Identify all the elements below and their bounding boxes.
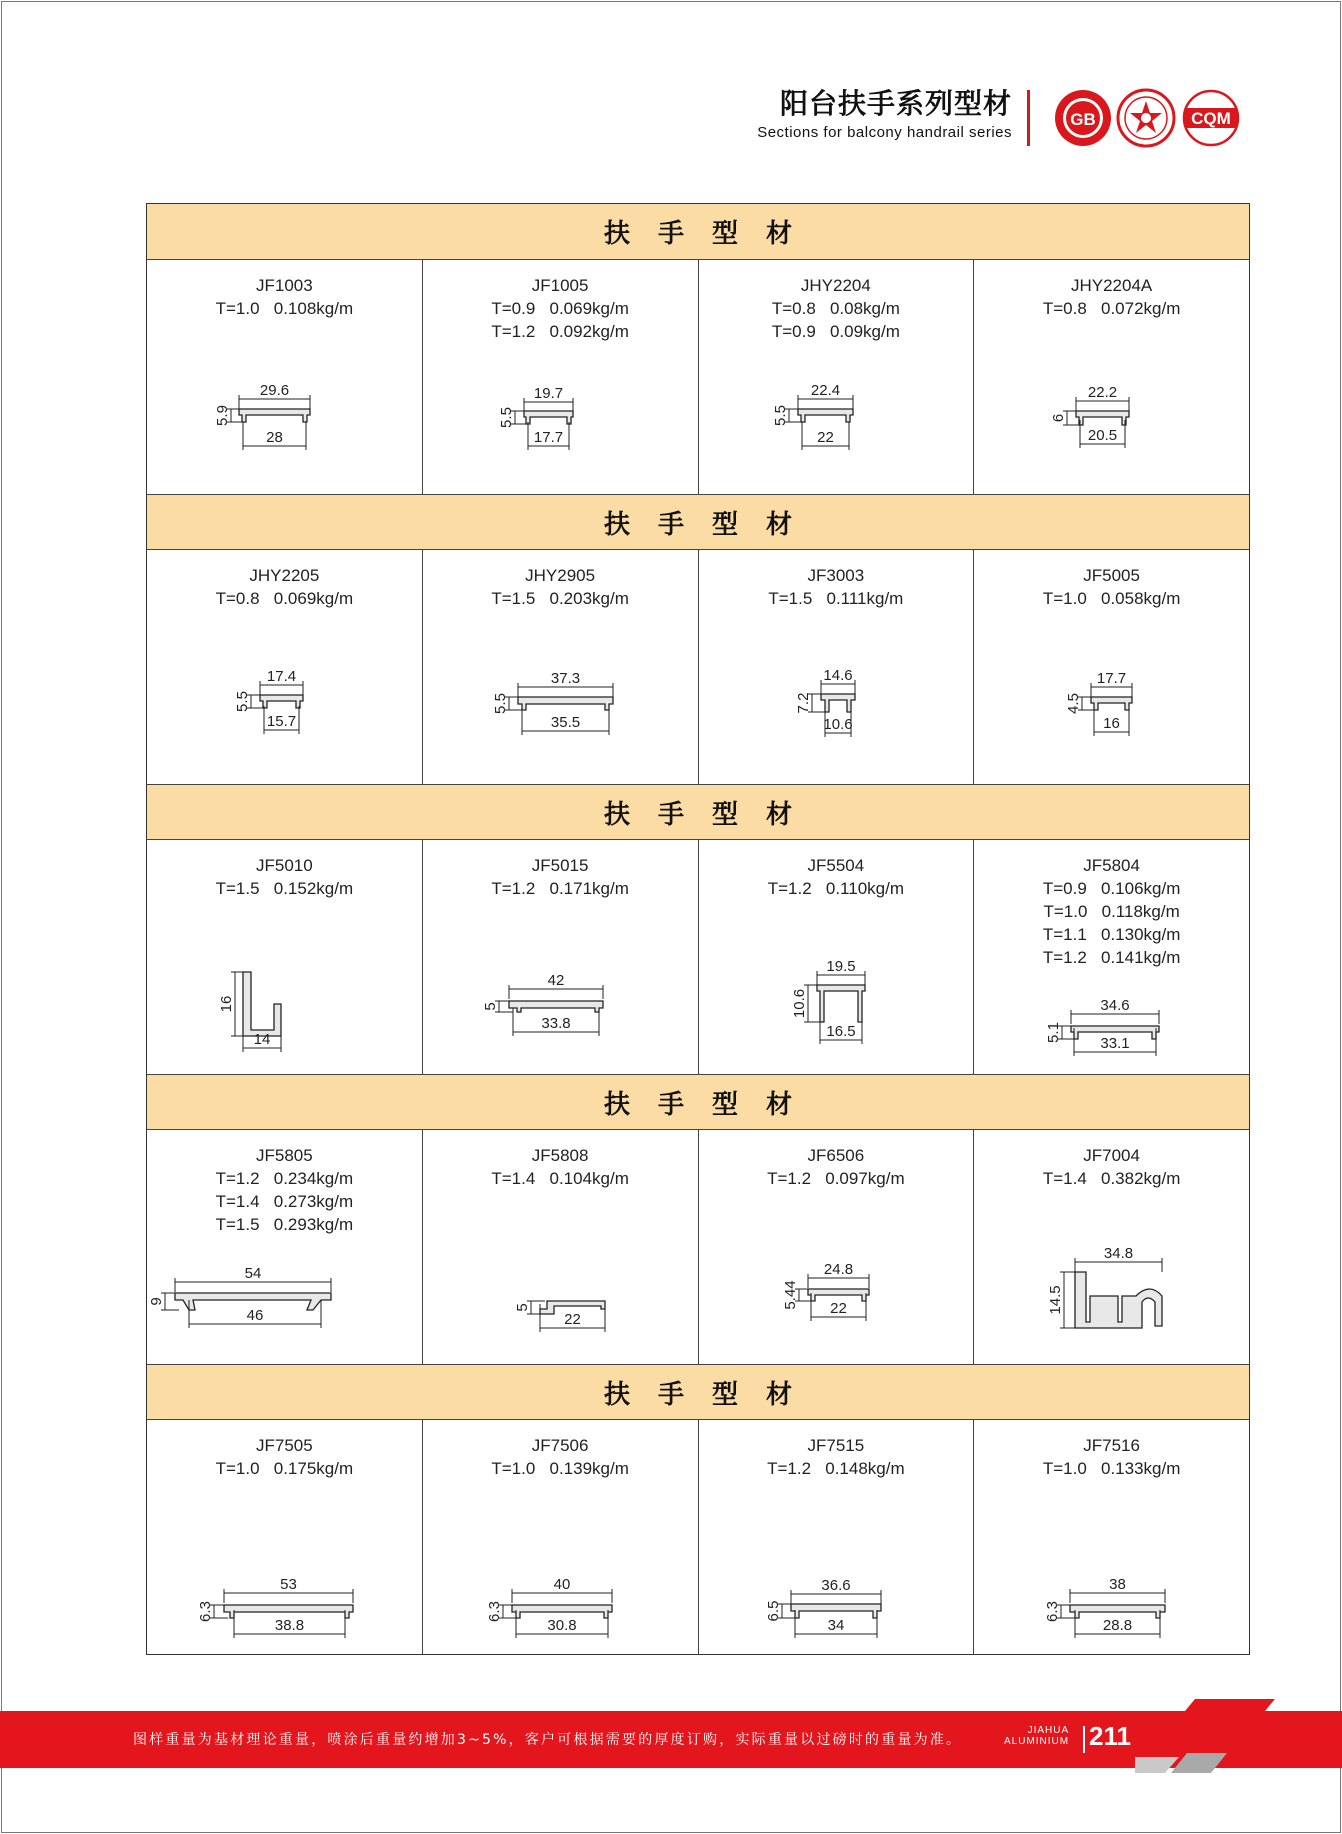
dimension-width-top-label: 29.6: [259, 382, 290, 399]
profile-drawing: [974, 1234, 1248, 1364]
profile-weight-spec: T=1.0 0.175kg/m: [215, 1459, 354, 1478]
profile-outline: [518, 697, 613, 710]
dimension-height-label: 5.5: [771, 405, 789, 426]
profile-code: JHY2204: [800, 276, 871, 295]
profile-weight-spec: T=1.5 0.111kg/m: [768, 589, 904, 608]
profile-spec: [699, 1434, 974, 1480]
dimension-width-bottom-label: 22: [829, 1300, 847, 1317]
profile-drawing: [423, 364, 697, 494]
section-band: [147, 1364, 1249, 1420]
profile-weight-spec: T=1.0 0.118kg/m: [1043, 902, 1180, 921]
dimension-width-top-label: 19.7: [533, 385, 563, 402]
profile-drawing: [699, 654, 973, 784]
page-header: [757, 86, 1012, 141]
dimension-width-top-label: 36.6: [820, 1577, 851, 1594]
profile-drawing: [423, 1234, 697, 1364]
profile-code: JF5805: [256, 1146, 313, 1165]
dimension-width-top-label: 42: [547, 972, 565, 989]
profile-weight-spec: T=1.5 0.203kg/m: [491, 589, 629, 608]
footer-note: 图样重量为基材理论重量，喷涂后重量约增加3~5%，客户可根据需要的厚度订购，实际重量以过磅时的重量为准。: [133, 1732, 963, 1748]
profile-code: JF5005: [1083, 566, 1140, 585]
dimension-width-bottom-label: 17.7: [533, 429, 563, 446]
dimension-width-bottom-label: 30.8: [547, 1617, 577, 1634]
dimension-width-bottom-label: 35.5: [550, 714, 580, 731]
profile-outline: [243, 972, 281, 1036]
profile-weight-spec: T=1.1 0.130kg/m: [1042, 925, 1181, 944]
profile-weight-spec: T=1.0 0.139kg/m: [491, 1459, 629, 1478]
profile-spec: [699, 274, 974, 343]
profile-spec: [423, 1434, 698, 1480]
dimension-width-bottom-label: 22: [816, 429, 834, 446]
profile-weight-spec: T=1.5 0.293kg/m: [215, 1215, 354, 1234]
profile-outline: [817, 985, 865, 1022]
profile-weight-spec: T=0.9 0.069kg/m: [491, 299, 629, 318]
dimension-height-label: 10.6: [790, 988, 808, 1019]
profile-drawing: [974, 654, 1248, 784]
profile-cell: [423, 1130, 699, 1364]
profile-drawing: [147, 654, 421, 784]
profile-code: JF7505: [256, 1436, 313, 1455]
footer-stripes-icon: [1135, 1695, 1295, 1773]
dimension-width-top-label: 34.8: [1104, 1245, 1134, 1262]
dimension-width-top-label: 37.3: [550, 670, 580, 687]
section-band: [147, 1074, 1249, 1130]
section-band-title: 扶手型材: [603, 219, 820, 249]
profile-cell: [147, 1420, 423, 1654]
dimension-width-bottom-label: 38.8: [274, 1617, 305, 1634]
profile-drawing: [974, 364, 1248, 494]
dimension-height-label: 5.44: [781, 1280, 799, 1310]
dimension-width-bottom-label: 28: [266, 429, 283, 446]
dimension-width-bottom-label: 33.1: [1100, 1035, 1130, 1052]
dimension-height-label: 5.1: [1045, 1022, 1063, 1043]
profile-code: JHY2204A: [1070, 276, 1153, 295]
dimension-height-label: 4.5: [1065, 693, 1083, 714]
dimension-width-top-label: 38: [1109, 1576, 1127, 1593]
dimension-height-label: 7.2: [794, 692, 812, 714]
profile-cell: [423, 1420, 699, 1654]
dimension-height-label: 6.5: [764, 1600, 782, 1622]
profile-outline: [260, 695, 303, 708]
dimension-width-top-label: 53: [280, 1576, 297, 1593]
profile-cell: [423, 260, 699, 494]
section-band-title: 扶手型材: [603, 1089, 820, 1120]
profile-row: [147, 550, 1249, 784]
profile-weight-spec: T=1.5 0.152kg/m: [215, 879, 354, 898]
cqm-certification-logo-icon: [1181, 88, 1241, 148]
profile-outline: [1076, 411, 1129, 425]
dimension-width-top-label: 19.5: [825, 958, 856, 975]
profile-code: JF5504: [807, 856, 865, 875]
profile-cell: [974, 260, 1249, 494]
profile-cell: [974, 1420, 1249, 1654]
dimension-width-top-label: 22.2: [1088, 384, 1118, 401]
profile-spec: [974, 1434, 1249, 1480]
section-band-title: 扶手型材: [603, 509, 820, 540]
profile-code: JF5015: [531, 856, 589, 875]
profile-drawing: [147, 364, 421, 494]
profile-spec: [423, 1144, 698, 1190]
profile-row: [147, 840, 1249, 1074]
profile-weight-spec: T=1.4 0.104kg/m: [491, 1169, 629, 1188]
profile-spec: [147, 1144, 422, 1236]
profile-drawing: [699, 364, 973, 494]
dimension-width-bottom-label: 46: [246, 1307, 264, 1324]
dimension-height-label: 14.5: [1047, 1285, 1065, 1315]
profile-spec: [974, 274, 1249, 320]
profile-weight-spec: T=1.0 0.108kg/m: [215, 299, 354, 318]
profile-drawing: [699, 1524, 973, 1654]
profile-spec: [147, 854, 422, 900]
profile-weight-spec: T=1.2 0.097kg/m: [767, 1169, 905, 1188]
profile-weight-spec: T=1.2 0.141kg/m: [1042, 948, 1181, 967]
profile-drawing: [423, 1524, 697, 1654]
profile-cell: [974, 550, 1249, 784]
profile-outline: [1075, 1272, 1162, 1328]
footer-brand: [1004, 1725, 1069, 1747]
dimension-width-bottom-label: 34: [827, 1617, 844, 1634]
dimension-width-top-label: 54: [244, 1265, 262, 1282]
profile-code: JF7516: [1083, 1436, 1140, 1455]
profile-code: JF1003: [256, 276, 313, 295]
profile-outline: [821, 694, 855, 712]
profile-cell: [423, 840, 699, 1074]
profile-cell: [699, 260, 975, 494]
dimension-width-bottom-label: 15.7: [266, 713, 297, 730]
profile-spec: [147, 274, 422, 320]
profile-code: JF5804: [1083, 856, 1140, 875]
profile-code: JF1005: [531, 276, 589, 295]
profile-row: [147, 260, 1249, 494]
dimension-width-bottom-label: 22: [563, 1311, 581, 1328]
dimension-height-label: 5.5: [234, 691, 251, 712]
profile-code: JF7515: [807, 1436, 865, 1455]
profile-weight-spec: T=1.2 0.092kg/m: [491, 322, 629, 341]
profile-row: [147, 1130, 1249, 1364]
profile-outline: [798, 409, 853, 422]
footer-brand-line1: JIAHUA: [1027, 1725, 1070, 1736]
section-band-title: 扶手型材: [603, 799, 820, 830]
profile-cell: [699, 550, 975, 784]
profile-spec: [974, 564, 1249, 610]
profile-cell: [699, 1420, 975, 1654]
profile-cell: [147, 840, 423, 1074]
profile-weight-spec: T=0.8 0.08kg/m: [771, 299, 900, 318]
profile-spec: [147, 1434, 422, 1480]
profile-cell: [147, 260, 423, 494]
dimension-width-top-label: 24.8: [823, 1261, 853, 1278]
dimension-width-top-label: 14.6: [822, 667, 853, 684]
footer-brand-line2: ALUMINIUM: [1004, 1736, 1070, 1747]
profile-spec: [699, 564, 974, 610]
dimension-width-top-label: 40: [553, 1576, 571, 1593]
profile-weight-spec: T=0.9 0.09kg/m: [771, 322, 900, 341]
profile-cell: [147, 550, 423, 784]
header-divider: [1027, 90, 1030, 146]
dimension-width-bottom-label: 33.8: [541, 1015, 571, 1032]
profile-weight-spec: T=1.0 0.058kg/m: [1042, 589, 1181, 608]
dimension-width-bottom-label: 10.6: [822, 716, 853, 733]
profile-code: JF5808: [531, 1146, 589, 1165]
profile-spec: [423, 854, 698, 900]
profile-code: JHY2205: [249, 566, 320, 585]
dimension-width-top-label: 22.4: [810, 382, 840, 399]
profile-drawing: [147, 944, 421, 1074]
dimension-width-top-label: 34.6: [1100, 997, 1130, 1014]
profile-drawing: [147, 1524, 421, 1654]
profile-drawing: [974, 944, 1248, 1074]
profile-cell: [423, 550, 699, 784]
dimension-height-label: 6.3: [485, 1601, 503, 1622]
profile-spec: [423, 274, 698, 343]
profile-row: [147, 1420, 1249, 1654]
footer-separator: [1083, 1726, 1085, 1753]
profile-weight-spec: T=1.2 0.148kg/m: [767, 1459, 905, 1478]
page-number: 211: [1089, 1721, 1131, 1751]
dimension-width-bottom-label: 16: [1103, 715, 1121, 732]
profile-weight-spec: T=1.2 0.110kg/m: [767, 879, 904, 898]
dimension-height-label: 16: [218, 995, 235, 1013]
profile-weight-spec: T=1.4 0.382kg/m: [1042, 1169, 1181, 1188]
profile-spec: [423, 564, 698, 610]
section-band: [147, 494, 1249, 550]
profile-code: JF3003: [807, 566, 865, 585]
profile-weight-spec: T=0.9 0.106kg/m: [1042, 879, 1181, 898]
dimension-height-label: 5.5: [491, 693, 509, 714]
profile-cell: [699, 1130, 975, 1364]
profile-drawing: [699, 944, 973, 1074]
section-band: [147, 784, 1249, 840]
profile-outline: [509, 1001, 603, 1012]
profile-outline: [1091, 697, 1132, 710]
profile-weight-spec: T=1.0 0.133kg/m: [1042, 1459, 1181, 1478]
profile-drawing: [423, 654, 697, 784]
section-band-title: 扶手型材: [603, 1379, 820, 1410]
profile-outline: [524, 411, 573, 424]
dimension-height-label: 5: [513, 1303, 531, 1312]
gb-certification-logo-icon: [1053, 88, 1113, 148]
page-title-en: Sections for balcony handrail series: [757, 124, 1012, 141]
profile-drawing: [147, 1234, 421, 1364]
profile-cell: [974, 1130, 1249, 1364]
seal-logo-icon: [1116, 88, 1176, 148]
dimension-height-label: 6: [1050, 413, 1068, 423]
profile-weight-spec: T=1.4 0.273kg/m: [215, 1192, 354, 1211]
profile-cell: [147, 1130, 423, 1364]
profile-cell: [974, 840, 1249, 1074]
dimension-width-top-label: 17.7: [1097, 670, 1127, 687]
dimension-width-bottom-label: 28.8: [1103, 1617, 1133, 1634]
profile-spec: [699, 854, 974, 900]
dimension-height-label: 6.3: [197, 1601, 214, 1622]
page-title-cn: 阳台扶手系列型材: [779, 87, 1012, 120]
dimension-width-bottom-label: 14: [253, 1031, 271, 1048]
profile-weight-spec: T=1.2 0.234kg/m: [215, 1169, 354, 1188]
dimension-height-label: 5.5: [497, 407, 515, 428]
dimension-height-label: 5.9: [214, 405, 231, 426]
profile-weight-spec: T=0.8 0.069kg/m: [215, 589, 354, 608]
dimension-width-bottom-label: 20.5: [1088, 427, 1118, 444]
profile-weight-spec: T=0.8 0.072kg/m: [1042, 299, 1181, 318]
dimension-height-label: 5: [481, 1002, 499, 1011]
profile-outline: [239, 409, 310, 422]
profile-drawing: [699, 1234, 973, 1364]
profile-code: JHY2905: [525, 566, 596, 585]
profile-table: [146, 203, 1250, 1655]
profile-outline: [791, 1604, 881, 1618]
profile-code: JF6506: [807, 1146, 865, 1165]
cqm-logo-text: CQM: [1191, 109, 1231, 128]
profile-code: JF7004: [1083, 1146, 1140, 1165]
profile-drawing: [974, 1524, 1248, 1654]
profile-cell: [699, 840, 975, 1074]
profile-spec: [147, 564, 422, 610]
gb-logo-text: GB: [1070, 110, 1096, 129]
dimension-height-label: 9: [148, 1297, 165, 1306]
profile-spec: [974, 1144, 1249, 1190]
profile-spec: [699, 1144, 974, 1190]
section-band: [147, 204, 1249, 260]
profile-code: JF7506: [531, 1436, 589, 1455]
dimension-width-bottom-label: 16.5: [825, 1023, 856, 1040]
profile-drawing: [423, 944, 697, 1074]
dimension-width-top-label: 17.4: [266, 668, 297, 685]
profile-weight-spec: T=1.2 0.171kg/m: [491, 879, 629, 898]
profile-code: JF5010: [256, 856, 313, 875]
dimension-height-label: 6.3: [1044, 1601, 1062, 1622]
